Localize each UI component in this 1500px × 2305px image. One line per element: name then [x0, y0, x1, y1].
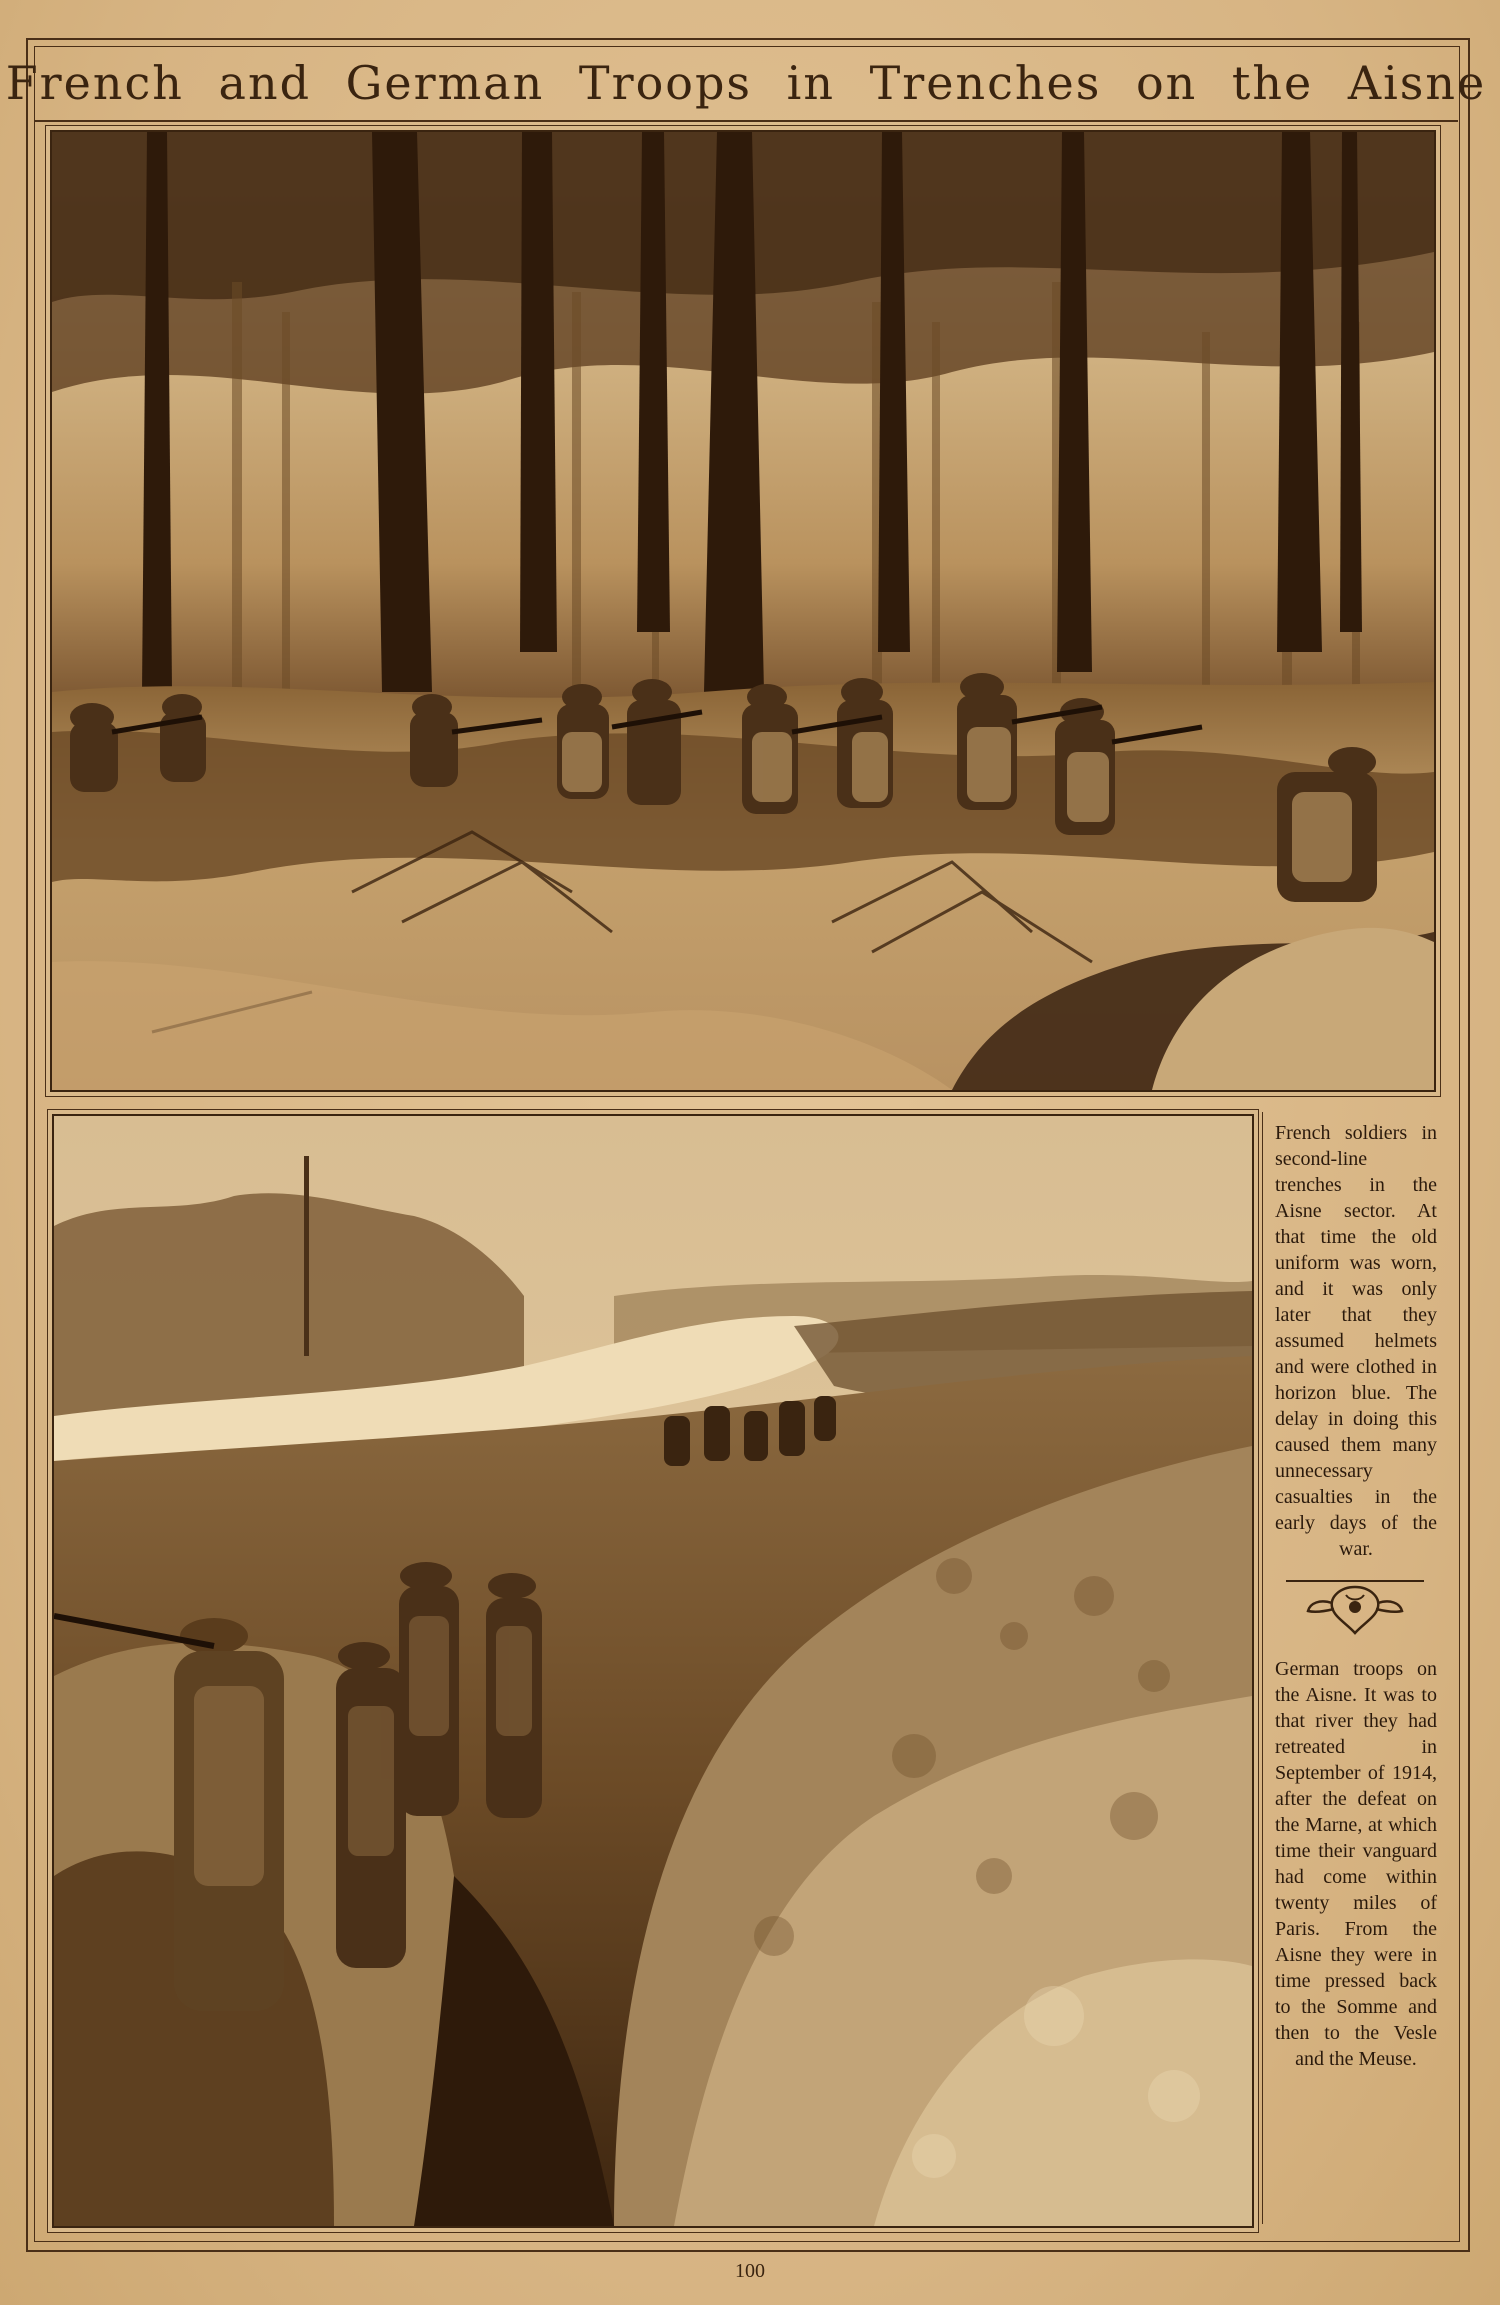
floral-ornament-icon: [1263, 1570, 1447, 1640]
photo-german-trench: [52, 1114, 1254, 2228]
caption-french-soldiers: French soldiers in second-line trenches in the Aisne sector. At that time the old uniform was worn, and it was only later that they assumed helmets and were clothed in horizon blue. The delay in doing this caused them many unnecessary casualties in the early days of the war.: [1275, 1122, 1437, 1560]
photo-french-trench: [50, 130, 1436, 1092]
page-title: French and German Troops in Trenches on the Aisne: [5, 56, 1487, 110]
forest-trench-illustration: [52, 132, 1434, 1090]
caption-german-troops: German troops on the Aisne. It was to that river they had retreated in September of 1914, after the defeat on the Marne, at which time their vanguard had come within twenty miles of Paris. From the Aisne they were in time pressed back to the Somme and then to the Vesle and the Meuse.: [1275, 1658, 1437, 2070]
title-bar: [5, 46, 1487, 122]
caption-column: [1262, 1112, 1447, 2224]
page-number: 100: [735, 2260, 765, 2282]
river-trench-illustration: [54, 1116, 1252, 2226]
